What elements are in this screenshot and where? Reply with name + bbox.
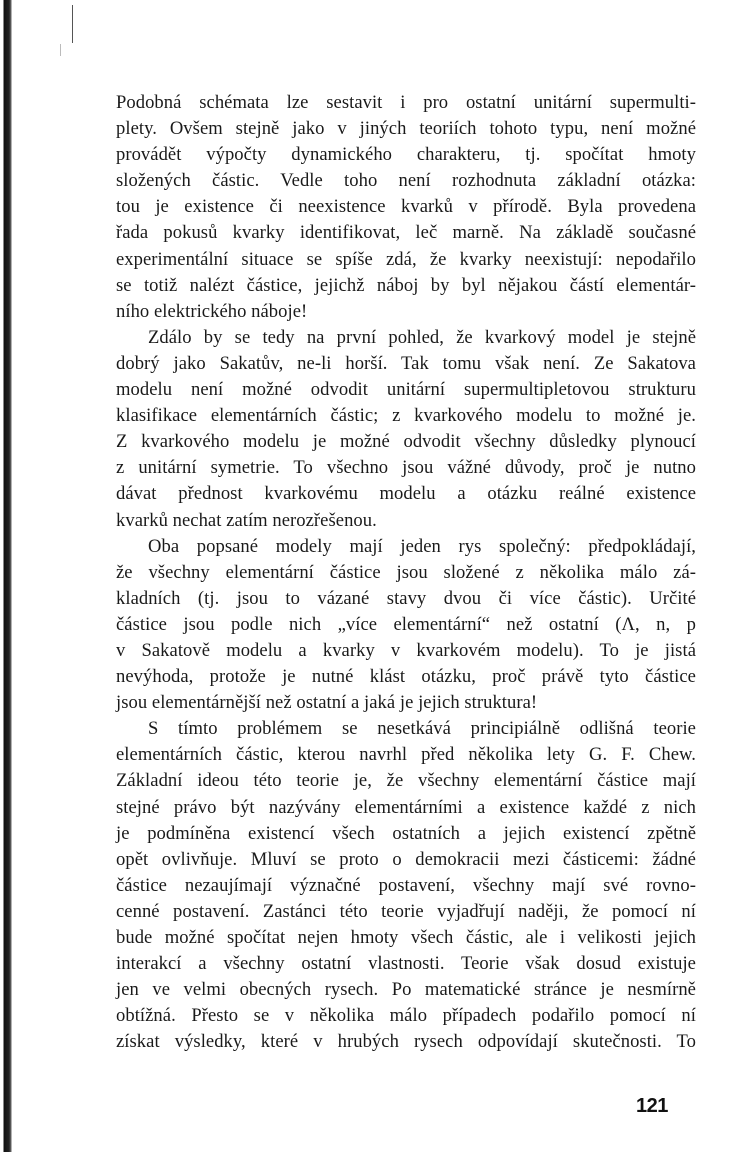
text-line: částice jsou podle nich „více elementární“ než ostatní (Λ, n, p (116, 613, 696, 635)
text-line: tou je existence či neexistence kvarků v přírodě. Byla provedena (116, 196, 696, 218)
text-line: že všechny elementární částice jsou složené z několika málo zá- (116, 561, 696, 583)
page-body-text (116, 90, 696, 1055)
paragraph (116, 90, 696, 325)
text-line: je podmíněna existencí všech ostatních a jejich existencí zpětně (116, 822, 696, 844)
text-line: elementárních částic, kterou navrhl před několika lety G. F. Chew. (116, 744, 696, 766)
text-line: modelu není možné odvodit unitární supermultipletovou strukturu (116, 379, 696, 401)
text-line: dobrý jako Sakatův, ne-li horší. Tak tomu však není. Ze Sakatova (116, 352, 696, 374)
scan-artifact-line (60, 44, 61, 56)
text-line: stejné právo být nazývány elementárními a existence každé z nich (116, 796, 696, 818)
page-number: 121 (636, 1095, 668, 1117)
text-line: částice nezaujímají význačné postavení, všechny mají své rovno- (116, 874, 696, 896)
text-line: jsou elementárnější než ostatní a jaká je jejich struktura! (116, 692, 538, 714)
text-line: z unitární symetrie. To všechno jsou vážné důvody, proč je nutno (116, 457, 696, 479)
text-line: Podobná schémata lze sestavit i pro ostatní unitární supermulti- (116, 92, 696, 113)
text-line: v Sakatově modelu a kvarky v kvarkovém modelu). To je jistá (116, 639, 696, 661)
paragraph (116, 716, 696, 1055)
text-line: plety. Ovšem stejně jako v jiných teoriích tohoto typu, není možné (116, 118, 696, 140)
text-line: jen ve velmi obecných rysech. Po matematické stránce je nesmírně (116, 979, 696, 1001)
text-line: složených částic. Vedle toho není rozhodnuta základní otázka: (116, 170, 696, 192)
text-line: Oba popsané modely mají jeden rys společný: předpokládají, (148, 535, 696, 557)
text-line: Zdálo by se tedy na první pohled, že kvarkový model je stejně (148, 326, 696, 348)
paragraph (116, 534, 696, 717)
text-line: kvarků nechat zatím nerozřešenou. (116, 509, 377, 531)
text-line: obtížná. Přesto se v několika málo případech podařilo pomocí ní (116, 1005, 696, 1027)
text-line: cenné postavení. Zastánci této teorie vyjadřují naději, že pomocí ní (116, 900, 696, 922)
text-line: provádět výpočty dynamického charakteru, tj. spočítat hmoty (116, 144, 696, 166)
text-line: klasifikace elementárních částic; z kvarkového modelu to možné je. (116, 405, 696, 427)
text-line: Základní ideou této teorie je, že všechny elementární částice mají (116, 770, 696, 792)
text-line: experimentální situace se spíše zdá, že kvarky neexistují: nepodařilo (116, 248, 696, 270)
paragraph (116, 325, 696, 534)
text-line: ního elektrického náboje! (116, 300, 308, 322)
text-line: řada pokusů kvarky identifikovat, leč marně. Na základě současné (116, 222, 696, 244)
text-line: bude možné spočítat nejen hmoty všech částic, ale i velikosti jejich (116, 927, 696, 948)
text-line: kladních (tj. jsou to vázané stavy dvou či více částic). Určité (116, 587, 696, 609)
book-binding-edge (0, 0, 12, 1152)
text-line: opět ovlivňuje. Mluví se proto o demokracii mezi částicemi: žádné (116, 848, 696, 870)
text-line: získat výsledky, které v hrubých rysech odpovídají skutečnosti. To (116, 1031, 696, 1053)
text-line: se totiž nalézt částice, jejichž náboj by byl nějakou částí elementár- (116, 274, 696, 296)
text-line: Z kvarkového modelu je možné odvodit všechny důsledky plynoucí (116, 431, 696, 453)
text-line: S tímto problémem se nesetkává principiálně odlišná teorie (148, 718, 696, 740)
text-line: nevýhoda, protože je nutné klást otázku, proč právě tyto částice (116, 666, 696, 688)
text-line: dávat přednost kvarkovému modelu a otázku reálné existence (116, 483, 696, 505)
text-line: interakcí a všechny ostatní vlastnosti. Teorie však dosud existuje (116, 953, 696, 975)
scan-artifact-line (72, 5, 73, 43)
